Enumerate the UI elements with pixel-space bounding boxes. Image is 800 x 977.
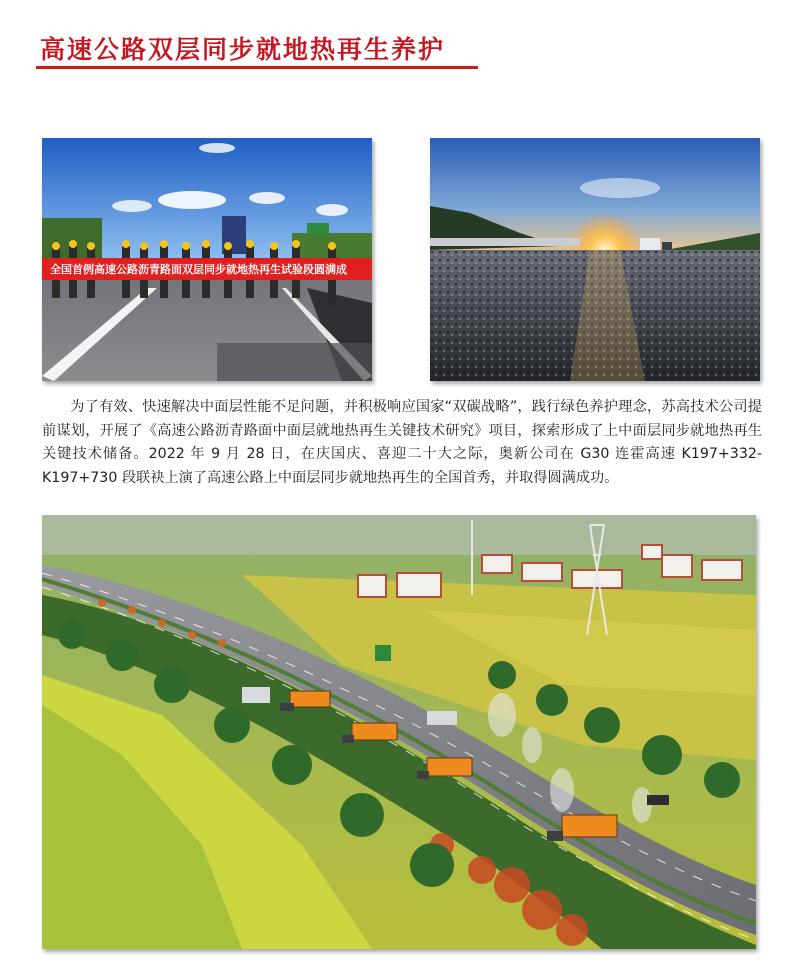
team-banner-photo xyxy=(42,138,372,381)
title-underline xyxy=(36,66,478,69)
banner-text: 全国首例高速公路沥青路面双层同步就地热再生试验段圆满成 xyxy=(50,263,347,276)
page-title: 高速公路双层同步就地热再生养护 xyxy=(40,35,446,64)
paragraph-text: 为了有效、快速解决中面层性能不足问题，并积极响应国家“双碳战略”，践行绿色养护理念，苏高技术公司提前谋划，开展了《高速公路沥青路面中面层就地热再生关键技术研究》项目，探索形成了上中面层同步就地热再生关键技术储备。2022 年 9 月 28 日，在庆国庆、喜迎二十大之际，奥新公司在 G30 连霍高速 K197+332-K197+730 段联袂上演了高速公路上中面层同步就地热再生的全国首秀，并取得圆满成功。 xyxy=(42,399,762,486)
aerial-highway-photo xyxy=(42,515,756,949)
body-paragraph xyxy=(42,396,762,490)
sunset-road-photo xyxy=(430,138,760,381)
